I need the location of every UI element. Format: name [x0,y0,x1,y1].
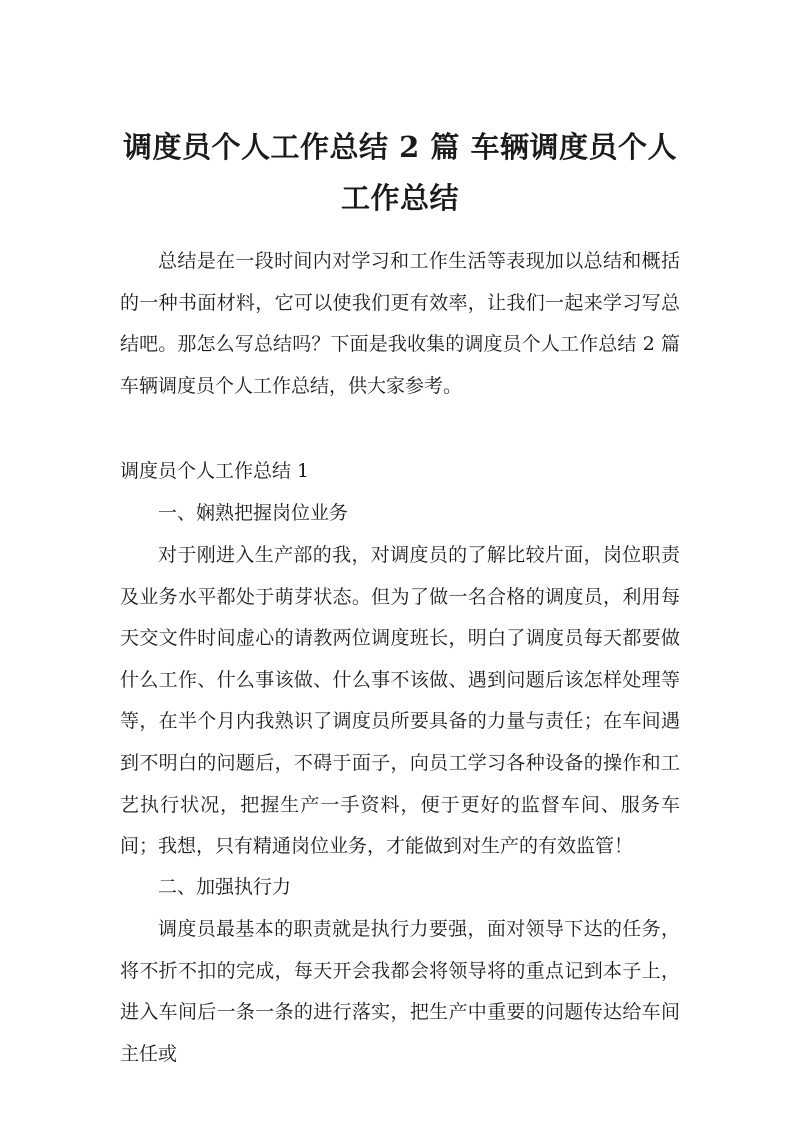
body-paragraph-2: 调度员最基本的职责就是执行力要强，面对领导下达的任务，将不折不扣的完成，每天开会我都会将领导将的重点记到本子上，进入车间后一条一条的进行落实，把生产中重要的问题传达给车间主任或 [120,918,680,1065]
subheading-1: 一、娴熟把握岗位业务 [158,502,349,524]
intro-paragraph: 总结是在一段时间内对学习和工作生活等表现加以总结和概括的一种书面材料，它可以使我们更有效率，让我们一起来学习写总结吧。那怎么写总结吗？下面是我收集的调度员个人工作总结 2 篇 车辆调度员个人工作总结，供大家参考。 [120,250,680,397]
body-paragraph-1: 对于刚进入生产部的我，对调度员的了解比较片面，岗位职责及业务水平都处于萌芽状态。但为了做一名合格的调度员，利用每天交文件时间虚心的请教两位调度班长，明白了调度员每天都要做什么工作、什么事该做、什么事不该做、遇到问题后该怎样处理等等，在半个月内我熟识了调度员所要具备的力量与责任；在车间遇到不明白的问题后，不碍于面子，向员工学习各种设备的操作和工艺执行状况，把握生产一手资料，便于更好的监督车间、服务车间；我想，只有精通岗位业务，才能做到对生产的有效监管！ [120,544,680,858]
document-title [100,122,700,224]
title-line-2: 工作总结 [340,181,459,215]
title-line-1: 调度员个人工作总结 2 篇 车辆调度员个人 [123,130,677,164]
section-heading: 调度员个人工作总结 1 [120,460,310,482]
subheading-2: 二、加强执行力 [158,876,292,898]
